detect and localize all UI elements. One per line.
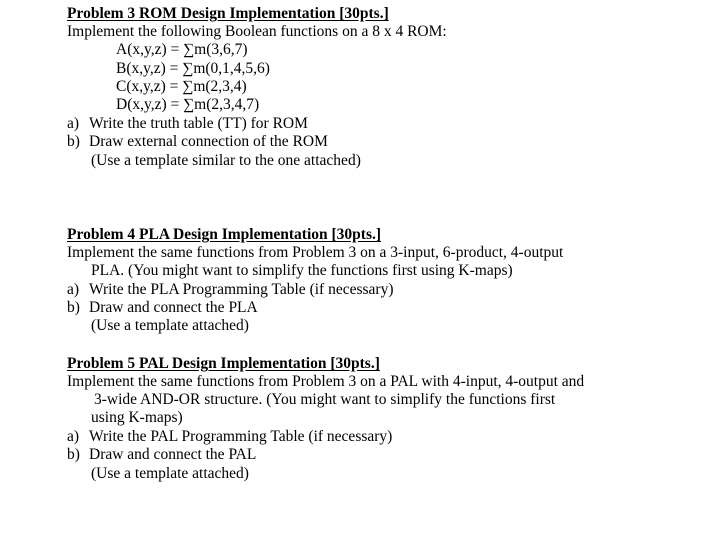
function-d: D(x,y,z) = ∑m(2,3,4,7) xyxy=(116,96,260,113)
item-text: Write the truth table (TT) for ROM xyxy=(89,115,308,132)
problem-3-heading: Problem 3 ROM Design Implementation [30pts.] xyxy=(67,5,389,22)
problem-4-item-b xyxy=(67,299,258,317)
item-text: Draw and connect the PLA xyxy=(89,299,258,316)
problem-3-item-b xyxy=(67,133,328,151)
problem-4-item-a xyxy=(67,281,393,299)
item-marker: a) xyxy=(67,281,80,298)
item-text: Draw external connection of the ROM xyxy=(89,133,328,150)
function-a: A(x,y,z) = ∑m(3,6,7) xyxy=(116,41,248,58)
function-b: B(x,y,z) = ∑m(0,1,4,5,6) xyxy=(116,60,270,77)
item-marker: b) xyxy=(67,446,80,463)
problem-4-note: (Use a template attached) xyxy=(91,317,249,334)
problem-4-intro-line-2: PLA. (You might want to simplify the functions first using K-maps) xyxy=(91,262,513,279)
problem-5-intro-line-3: using K-maps) xyxy=(91,409,183,426)
problem-5-intro-line-2: 3-wide AND-OR structure. (You might want to simplify the functions first xyxy=(94,391,556,408)
item-marker: a) xyxy=(67,428,80,445)
item-text: Write the PAL Programming Table (if necessary) xyxy=(89,428,393,445)
function-c: C(x,y,z) = ∑m(2,3,4) xyxy=(116,78,247,95)
item-marker: b) xyxy=(67,299,80,316)
problem-5-heading: Problem 5 PAL Design Implementation [30pts.] xyxy=(67,355,380,372)
problem-3-item-a xyxy=(67,115,308,133)
problem-4-heading: Problem 4 PLA Design Implementation [30pts.] xyxy=(67,226,382,243)
item-text: Draw and connect the PAL xyxy=(89,446,257,463)
problem-3-note: (Use a template similar to the one attached) xyxy=(91,152,361,169)
problem-4-intro-line-1: Implement the same functions from Problem 3 on a 3-input, 6-product, 4-output xyxy=(67,244,564,261)
item-marker: b) xyxy=(67,133,80,150)
problem-5-item-a xyxy=(67,428,392,446)
item-marker: a) xyxy=(67,115,80,132)
item-text: Write the PLA Programming Table (if necessary) xyxy=(89,281,394,298)
problem-5-note: (Use a template attached) xyxy=(91,465,249,482)
problem-5-item-b xyxy=(67,446,256,464)
problem-5-intro-line-1: Implement the same functions from Problem 3 on a PAL with 4-input, 4-output and xyxy=(67,373,585,390)
problem-3-intro: Implement the following Boolean functions on a 8 x 4 ROM: xyxy=(67,23,447,40)
